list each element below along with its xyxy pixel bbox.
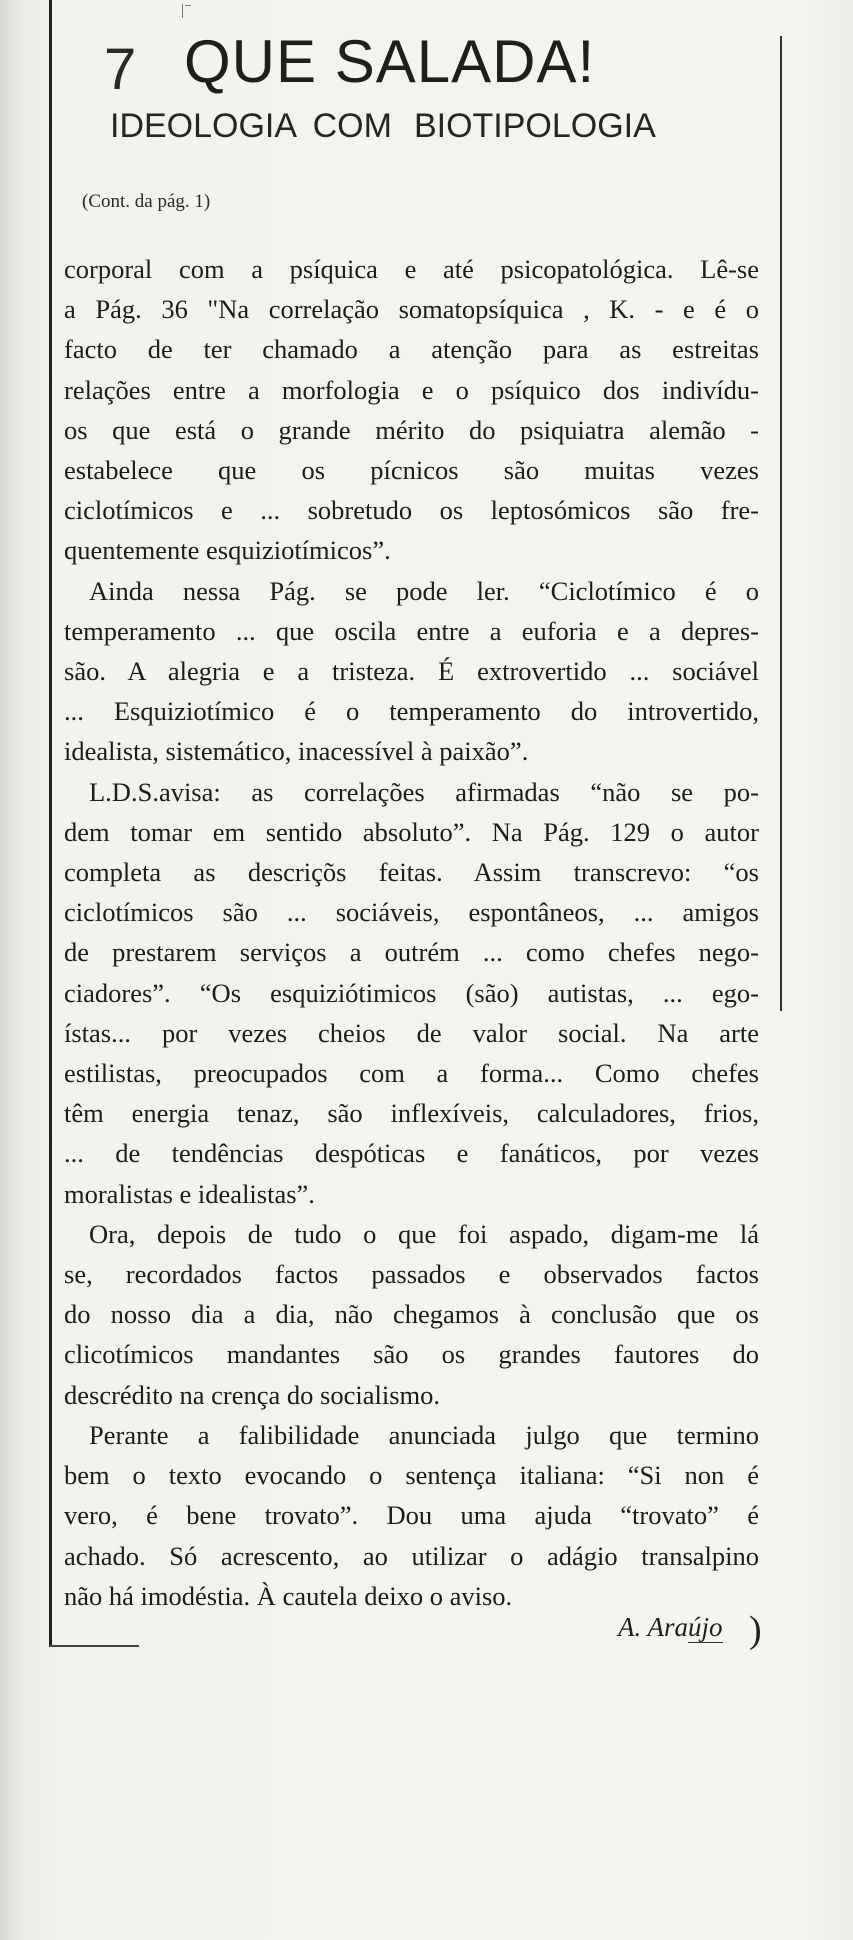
article-line: têm energia tenaz, são inflexíveis, calculadores, frios,: [64, 1098, 759, 1129]
subtitle-part-1: IDEOLOGIA COM: [110, 107, 392, 145]
article-line: completa as descriçõs feitas. Assim transcrevo: “os: [64, 857, 759, 888]
signature-flourish: ): [749, 1609, 762, 1651]
print-mark: [182, 4, 183, 18]
article-body: [64, 249, 759, 1616]
article-line: ... Esquiziotímico é o temperamento do introvertido,: [64, 696, 759, 727]
left-column-rule: [49, 0, 52, 1647]
article-line: ciclotímicos e ... sobretudo os leptosómicos são fre-: [64, 495, 759, 526]
article-line: do nosso dia a dia, não chegamos à conclusão que os: [64, 1299, 759, 1330]
article-line: Perante a falibilidade anunciada julgo que termino: [89, 1419, 759, 1450]
article-line: os que está o grande mérito do psiquiatra alemão -: [64, 414, 759, 445]
article-paragraph: [64, 1214, 759, 1415]
article-subtitle: [110, 106, 656, 146]
article-line: L.D.S.avisa: as correlações afirmadas “não se po-: [89, 776, 759, 807]
bottom-column-rule: [49, 1645, 139, 1647]
continuation-note: (Cont. da pág. 1): [82, 191, 211, 212]
article-line: estabelece que os pícnicos são muitas vezes: [64, 455, 759, 486]
right-column-rule: [780, 36, 782, 1011]
article-title: QUE SALADA!: [184, 28, 596, 95]
article-line: corporal com a psíquica e até psicopatológica. Lê-se: [64, 254, 759, 284]
article-line: achado. Só acrescento, ao utilizar o adágio transalpino: [64, 1540, 759, 1571]
article-paragraph: [64, 571, 759, 772]
article-line: moralistas e idealistas”.: [64, 1178, 315, 1209]
title-page-number-glyph: 7: [104, 37, 137, 102]
article-line: são. A alegria e a tristeza. É extrovertido ... sociável: [64, 656, 759, 687]
article-header: [104, 28, 784, 145]
article-line: ístas... por vezes cheios de valor social. Na arte: [64, 1017, 759, 1048]
signature-underlined: újo: [688, 1612, 723, 1642]
title-row: [104, 28, 784, 102]
article-line: não há imodéstia. À cautela deixo o aviso.: [64, 1580, 513, 1611]
article-paragraph: [64, 772, 759, 1214]
article-line: facto de ter chamado a atenção para as estreitas: [64, 334, 759, 365]
article-line: relações entre a morfologia e o psíquico dos indivídu-: [64, 374, 759, 405]
article-line: dem tomar em sentido absoluto”. Na Pág. 129 o autor: [64, 816, 759, 847]
article-line: quentemente esquiziotímicos”.: [64, 535, 391, 566]
article-line: temperamento ... que oscila entre a euforia e a depres-: [64, 615, 759, 646]
article-line: estilistas, preocupados com a forma... Como chefes: [64, 1058, 759, 1089]
article-paragraph: [64, 1415, 759, 1616]
article-line: vero, é bene trovato”. Dou uma ajuda “trovato” é: [64, 1500, 759, 1531]
article-line: Ainda nessa Pág. se pode ler. “Ciclotímico é o: [89, 575, 759, 606]
signature-prefix: A. Ara: [618, 1612, 689, 1642]
subtitle-part-2: BIOTIPOLOGIA: [413, 107, 656, 145]
article-line: bem o texto evocando o sentença italiana: “Si non é: [64, 1460, 759, 1491]
article-line: clicotímicos mandantes são os grandes fautores do: [64, 1339, 759, 1370]
print-mark-hook: [185, 5, 191, 6]
article-line: Ora, depois de tudo o que foi aspado, digam-me lá: [89, 1218, 759, 1249]
article-line: ciadores”. “Os esquiziótimicos (são) autistas, ... ego-: [64, 977, 759, 1008]
article-line: se, recordados factos passados e observados factos: [64, 1259, 759, 1290]
article-line: a Pág. 36 "Na correlação somatopsíquica , K. - e é o: [64, 294, 759, 325]
article-line: idealista, sistemático, inacessível à paixão”.: [64, 736, 529, 767]
article-line: ciclotímicos são ... sociáveis, espontâneos, ... amigos: [64, 897, 759, 928]
article-paragraph: [64, 249, 759, 571]
author-signature: [618, 1611, 723, 1643]
article-line: descrédito na crença do socialismo.: [64, 1379, 441, 1410]
article-line: de prestarem serviços a outrém ... como chefes nego-: [64, 937, 759, 968]
article-line: ... de tendências despóticas e fanáticos, por vezes: [64, 1138, 759, 1169]
